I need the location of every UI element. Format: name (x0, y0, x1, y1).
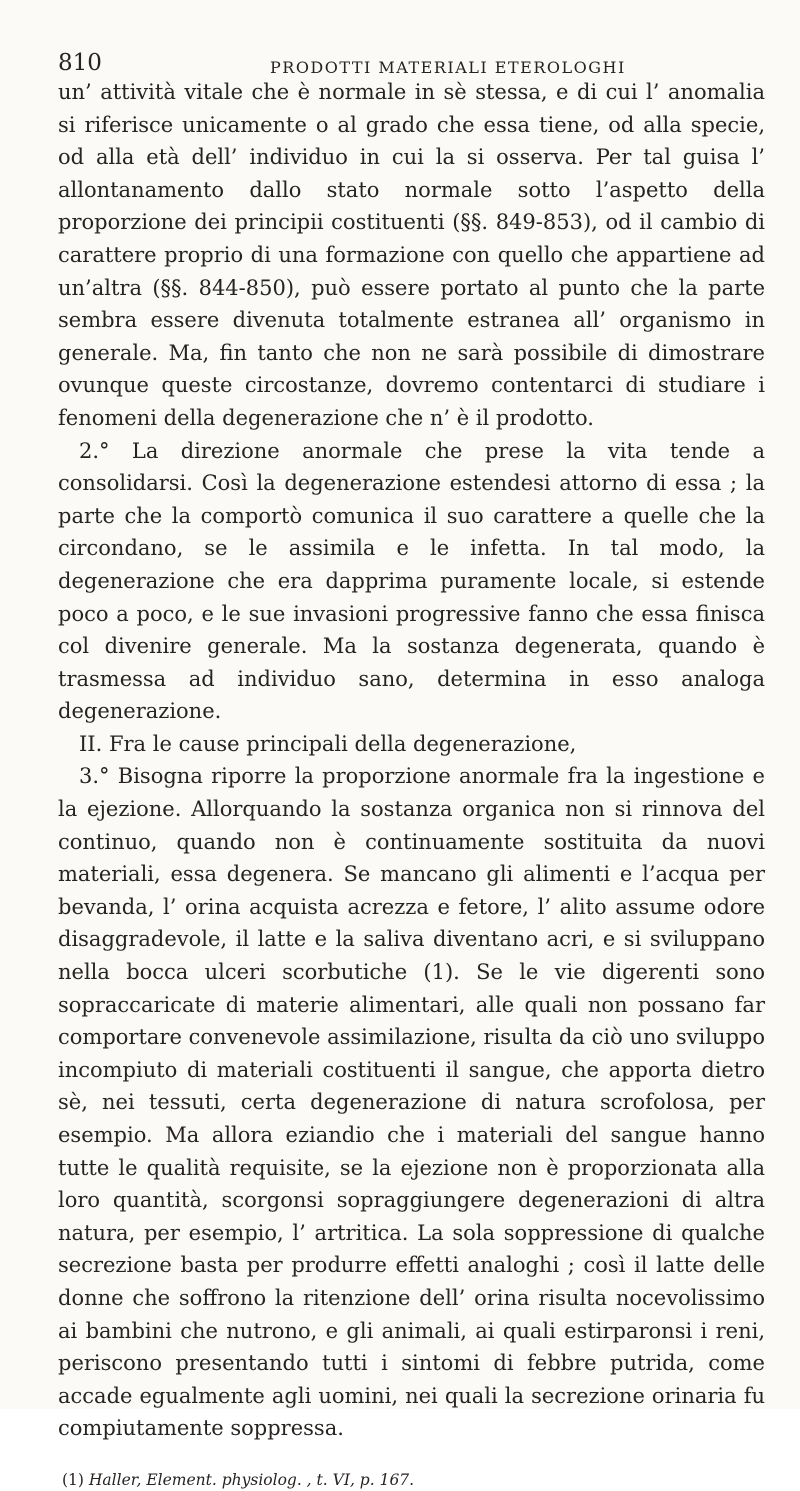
footnote (58, 1469, 765, 1491)
page-number: 810 (58, 50, 102, 76)
paragraph: un’ attività vitale che è normale in sè stessa, e di cui l’ anomalia si riferisce unicamente o al grado che essa tiene, od alla specie, od alla età dell’ individuo in cui la si osserva. Per tal guisa l’ allontanamento dallo stato normale sotto l’aspetto della proporzione dei principii costituenti (§§. 849-853), od il cambio di carattere proprio di una formazione con quello che appartiene ad un’altra (§§. 844-850), può essere portato al punto che la parte sembra essere divenuta totalmente estranea all’ organismo in generale. Ma, fin tanto che non ne sarà possibile di dimostrare ovunque queste circostanze, dovremo contentarci di studiare i fenomeni della degenerazione che n’ è il prodotto. (58, 80, 765, 430)
footnote-author: Haller, (88, 1470, 142, 1489)
page-header (58, 42, 765, 76)
footnote-marker: (1) (62, 1470, 84, 1489)
paragraph: 3.° Bisogna riporre la proporzione anormale fra la ingestione e la ejezione. Allorquando la sostanza organica non si rinnova del continuo, quando non è continuamente sostituita da nuovi materiali, essa degenera. Se mancano gli alimenti e l’acqua per bevanda, l’ orina acquista acrezza e fetore, l’ alito assume odore disaggradevole, il latte e la saliva diventano acri, e si sviluppano nella bocca ulceri scorbutiche (1). Se le vie digerenti sono sopraccaricate di materie alimentari, alle quali non possano far comportare convenevole assimilazione, risulta da ciò uno sviluppo incompiuto di materiali costituenti il sangue, che apporta dietro sè, nei tessuti, certa degenerazione di natura scrofolosa, per esempio. Ma allora eziandio che i materiali del sangue hanno tutte le qualità requisite, se la ejezione non è proporzionata alla loro quantità, scorgonsi sopraggiungere degenerazioni di altra natura, per esempio, l’ artritica. La sola soppressione di qualche secrezione basta per produrre effetti analoghi ; così il latte delle donne che soffrono la ritenzione dell’ orina risulta nocevolissimo ai bambini che nutrono, e gli animali, ai quali estirparonsi i reni, periscono presentando tutti i sintomi di febbre putrida, come accade egualmente agli uomini, nei quali la secrezione orinaria fu compiutamente soppressa. (58, 764, 765, 1441)
section-heading: II. Fra le cause principali della degenerazione, (79, 731, 577, 756)
body-text (58, 76, 765, 1445)
footnote-locator: t. VI, p. 167. (316, 1470, 415, 1489)
paragraph: 2.° La direzione anormale che prese la vita tende a consolidarsi. Così la degenerazione estendesi attorno di essa ; la parte che la comportò comunica il suo carattere a quelle che la circondano, se le assimila e le infetta. In tal modo, la degenerazione che era dapprima puramente locale, si estende poco a poco, e le sue invasioni progressive fanno che essa finisca col divenire generale. Ma la sostanza degenerata, quando è trasmessa ad individuo sano, determina in esso analoga degenerazione. (58, 438, 765, 724)
footnote-work: Element. physiolog. , (146, 1470, 312, 1489)
running-head: PRODOTTI MATERIALI ETEROLOGHI (270, 58, 626, 77)
